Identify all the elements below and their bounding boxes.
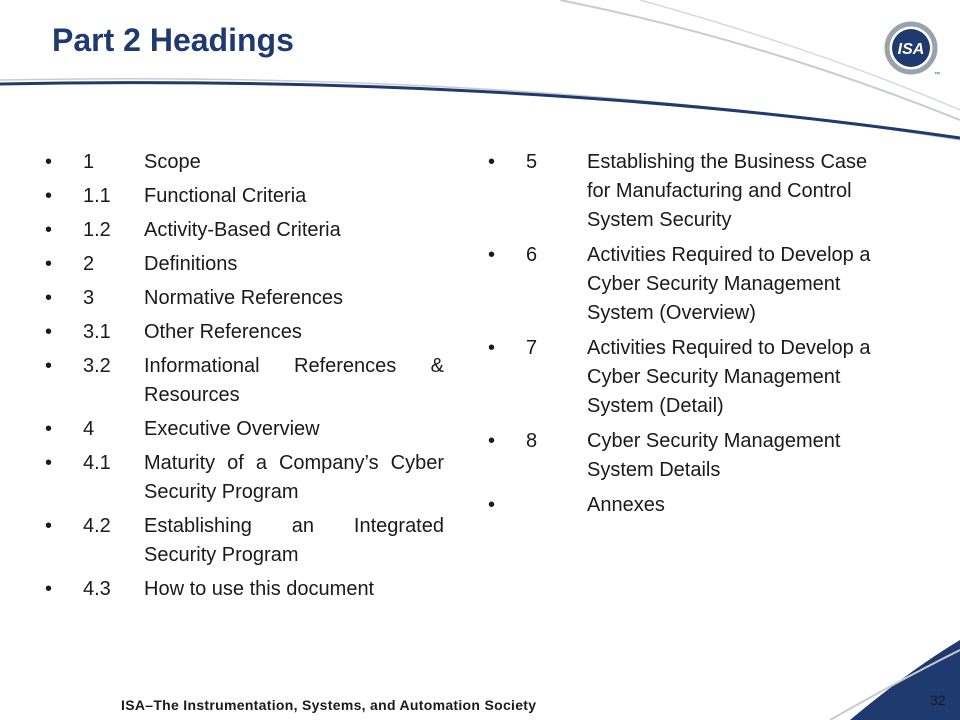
- bullet: •: [45, 321, 53, 343]
- list-item: [487, 334, 877, 421]
- bullet: •: [488, 337, 496, 359]
- svg-text:™: ™: [934, 72, 940, 78]
- list-item: [44, 449, 444, 507]
- heading-number: 4.3: [83, 578, 111, 600]
- bullet: •: [45, 253, 53, 275]
- list-item: [487, 491, 877, 520]
- heading-text: Establishing an Integrated Security Program: [144, 515, 444, 566]
- heading-text: Functional Criteria: [144, 185, 307, 207]
- heading-text: Activities Required to Develop a Cyber Security Management System (Overview): [587, 244, 871, 324]
- heading-number: 5: [526, 151, 538, 173]
- heading-number: 4: [83, 418, 95, 440]
- list-item: [44, 512, 444, 570]
- bullet: •: [488, 430, 496, 452]
- heading-text: Annexes: [587, 494, 665, 516]
- footer-swoosh: [790, 640, 960, 720]
- heading-number: 4.2: [83, 515, 111, 537]
- heading-text: Establishing the Business Case for Manufacturing and Control System Security: [587, 151, 868, 231]
- list-item: [44, 148, 444, 177]
- header-swoosh: [0, 0, 960, 140]
- logo-text: ISA: [897, 41, 925, 58]
- heading-number: 1.1: [83, 185, 111, 207]
- list-item: [487, 427, 877, 485]
- bullet: •: [45, 355, 53, 377]
- heading-number: 3.1: [83, 321, 111, 343]
- heading-number: [526, 491, 587, 520]
- bullet: •: [45, 452, 53, 474]
- list-item: [44, 284, 444, 313]
- list-item: [44, 318, 444, 347]
- left-heading-list: [44, 148, 444, 609]
- heading-number: 7: [526, 337, 538, 359]
- heading-text: Activities Required to Develop a Cyber Security Management System (Detail): [587, 337, 871, 417]
- heading-text: Scope: [144, 151, 201, 173]
- heading-text: Activity-Based Criteria: [144, 219, 341, 241]
- page-number: 32: [930, 692, 946, 708]
- heading-text: Executive Overview: [144, 418, 320, 440]
- bullet: •: [45, 515, 53, 537]
- heading-number: 6: [526, 244, 538, 266]
- heading-number: 1.2: [83, 219, 111, 241]
- bullet: •: [45, 418, 53, 440]
- heading-text: Definitions: [144, 253, 238, 275]
- list-item: [44, 415, 444, 444]
- heading-number: 3.2: [83, 355, 111, 377]
- heading-number: 8: [526, 430, 538, 452]
- bullet: •: [488, 151, 496, 173]
- heading-text: Normative References: [144, 287, 343, 309]
- slide-title: Part 2 Headings: [52, 22, 294, 58]
- heading-text: Cyber Security Management System Details: [587, 430, 841, 481]
- heading-number: 4.1: [83, 452, 111, 474]
- bullet: •: [45, 578, 53, 600]
- list-item: [44, 182, 444, 211]
- isa-logo-icon: [884, 18, 938, 78]
- heading-number: 3: [83, 287, 95, 309]
- right-heading-list: [487, 148, 877, 526]
- heading-text: Maturity of a Company’s Cyber Security Program: [144, 452, 444, 503]
- heading-text: How to use this document: [144, 578, 375, 600]
- heading-number: 1: [83, 151, 95, 173]
- bullet: •: [45, 219, 53, 241]
- bullet: •: [45, 287, 53, 309]
- heading-text: Other References: [144, 321, 302, 343]
- bullet: •: [45, 185, 53, 207]
- bullet: •: [488, 494, 496, 516]
- heading-number: 2: [83, 253, 95, 275]
- list-item: [487, 148, 877, 235]
- list-item: [44, 216, 444, 245]
- list-item: [44, 352, 444, 410]
- list-item: [487, 241, 877, 328]
- list-item: [44, 250, 444, 279]
- bullet: •: [45, 151, 53, 173]
- list-item: [44, 575, 444, 604]
- heading-text: Informational References & Resources: [144, 355, 444, 406]
- footer-organization: ISA–The Instrumentation, Systems, and Automation Society: [121, 697, 537, 713]
- bullet: •: [488, 244, 496, 266]
